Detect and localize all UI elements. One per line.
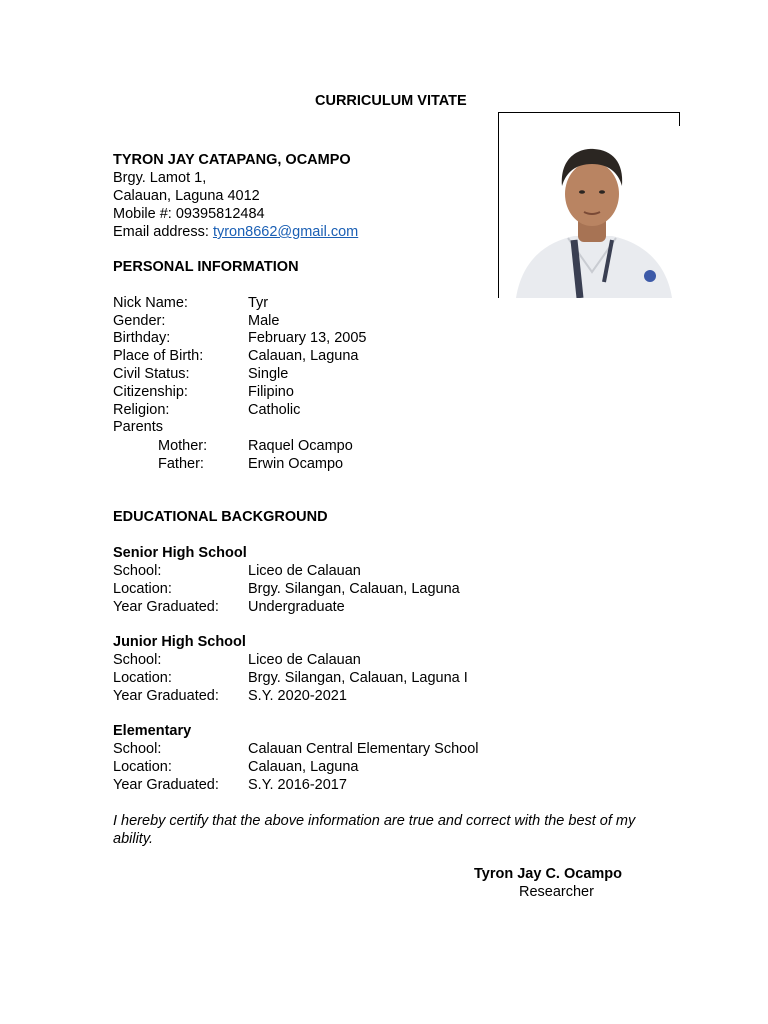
junior-location-value: Brgy. Silangan, Calauan, Laguna I [248, 670, 468, 686]
nickname-label: Nick Name: [113, 295, 188, 311]
elementary-location-value: Calauan, Laguna [248, 759, 359, 775]
junior-school-label: School: [113, 652, 162, 668]
signature-role: Researcher [519, 884, 594, 900]
profile-photo-frame [498, 112, 680, 298]
religion-label: Religion: [113, 402, 170, 418]
religion-value: Catholic [248, 402, 301, 418]
birthplace-value: Calauan, Laguna [248, 348, 359, 364]
email-label: Email address: [113, 224, 213, 240]
profile-photo [508, 142, 676, 298]
elementary-year-value: S.Y. 2016-2017 [248, 777, 347, 793]
email-link[interactable]: tyron8662@gmail.com [212, 224, 359, 240]
address-line-2: Calauan, Laguna 4012 [113, 188, 260, 204]
elementary-year-label: Year Graduated: [113, 777, 219, 793]
junior-year-value: S.Y. 2020-2021 [248, 688, 347, 704]
senior-school-label: School: [113, 563, 162, 579]
birthday-label: Birthday: [113, 330, 171, 346]
personal-info-heading: PERSONAL INFORMATION [113, 259, 299, 275]
parents-label: Parents [113, 419, 163, 435]
senior-year-label: Year Graduated: [113, 599, 219, 615]
junior-high-heading: Junior High School [113, 634, 246, 650]
senior-year-value: Undergraduate [248, 599, 345, 615]
mother-value: Raquel Ocampo [248, 438, 353, 454]
nickname-value: Tyr [248, 295, 269, 311]
birthplace-label: Place of Birth: [113, 348, 204, 364]
senior-school-value: Liceo de Calauan [248, 563, 361, 579]
senior-location-label: Location: [113, 581, 172, 597]
civil-status-value: Single [248, 366, 289, 382]
senior-location-value: Brgy. Silangan, Calauan, Laguna [248, 581, 460, 597]
father-value: Erwin Ocampo [248, 456, 344, 472]
birthday-value: February 13, 2005 [248, 330, 367, 346]
education-heading: EDUCATIONAL BACKGROUND [113, 509, 328, 525]
civil-status-label: Civil Status: [113, 366, 190, 382]
email-row [113, 224, 358, 242]
junior-year-label: Year Graduated: [113, 688, 219, 704]
citizenship-value: Filipino [248, 384, 294, 400]
elementary-school-value: Calauan Central Elementary School [248, 741, 479, 757]
citizenship-label: Citizenship: [113, 384, 188, 400]
senior-high-heading: Senior High School [113, 545, 247, 561]
gender-value: Male [248, 313, 280, 329]
elementary-heading: Elementary [113, 723, 192, 739]
signature-name: Tyron Jay C. Ocampo [474, 866, 622, 882]
elementary-location-label: Location: [113, 759, 172, 775]
mobile-number: Mobile #: 09395812484 [113, 206, 265, 222]
elementary-school-label: School: [113, 741, 162, 757]
junior-location-label: Location: [113, 670, 172, 686]
junior-school-value: Liceo de Calauan [248, 652, 361, 668]
father-label: Father: [158, 456, 204, 472]
address-line-1: Brgy. Lamot 1, [113, 170, 207, 186]
cv-title: CURRICULUM VITATE [315, 93, 467, 109]
gender-label: Gender: [113, 313, 166, 329]
mother-label: Mother: [158, 438, 208, 454]
applicant-name: TYRON JAY CATAPANG, OCAMPO [113, 152, 351, 168]
certification-statement: I hereby certify that the above information are true and correct with the best of my ability. [113, 813, 636, 847]
